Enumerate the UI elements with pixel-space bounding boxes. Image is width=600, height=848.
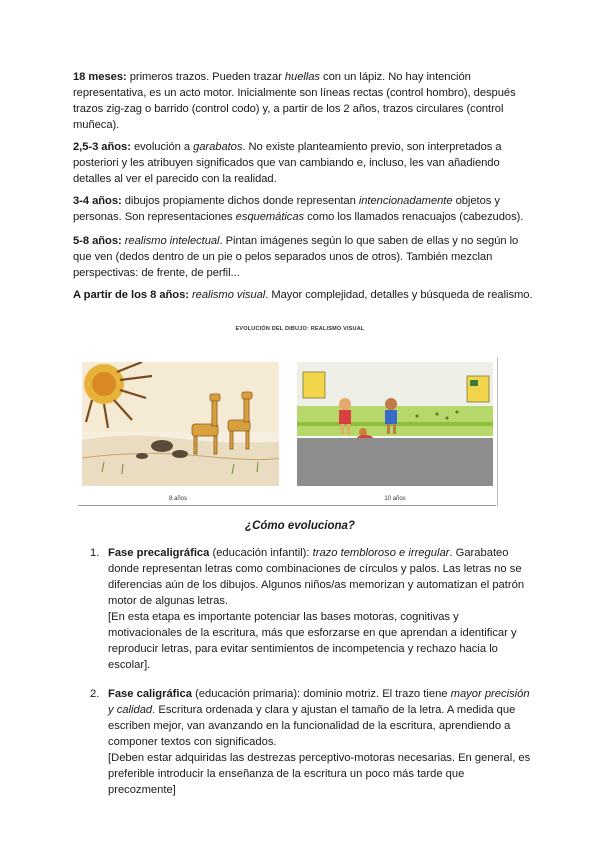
- stage-label: A partir de los 8 años:: [73, 289, 189, 301]
- phases-list: [73, 545, 533, 798]
- paragraph-2-5-3-anos: [73, 139, 533, 187]
- stage-label: 2,5-3 años:: [73, 141, 131, 153]
- paragraph-a-partir-8-anos: [73, 287, 533, 303]
- paragraph-5-8-anos: [73, 233, 533, 281]
- figure-divider: [78, 505, 496, 506]
- stage-label: 18 meses:: [73, 71, 127, 83]
- list-item-fase-precaligrafica: [73, 545, 533, 673]
- paragraph-text: . No existe planteamiento previo, son interpretados a posteriori y les atribuyen significados que van cambiando e, incluso, les van añadiendo detalles al ver el parecido con la realidad.: [73, 141, 502, 185]
- phase-text: . Garabateo donde representan letras como combinaciones de círculos y palos. Las letras no se diferencias aún de los dibujos. Algunos niños/as memorizan y automatizan el patrón motor de algunas letras.: [108, 547, 525, 607]
- paragraph-text: . Pintan imágenes según lo que saben de ellas y no según lo que ven (dedos dentro de un pie o pelos separados unos de otros). También mezclan perspectivas: de frente, de perfil...: [73, 235, 519, 279]
- paragraph-text: . Mayor complejidad, detalles y búsqueda de realismo.: [265, 289, 533, 301]
- paragraph-text: con un lápiz. No hay intención representativa, es un acto motor. Inicialmente son líneas rectas (control hombro), después trazos zig-zag o barrido (control codo) y, a partir de los 2 años, trazos circulares (control muñeca).: [73, 71, 516, 131]
- paragraph-text: como los llamados renacuajos (cabezudos).: [304, 211, 524, 223]
- emphasis-text: mayor precisión y calidad: [108, 688, 530, 716]
- figure-label-right: 10 años: [384, 496, 406, 502]
- list-number: 2.: [90, 688, 100, 700]
- emphasis-text: trazo tembloroso e irregular: [312, 547, 450, 559]
- paragraph-text: evolución a: [130, 141, 194, 153]
- list-number: 1.: [90, 547, 100, 559]
- paragraph-3-4-anos: [73, 193, 533, 225]
- phase-note: [En esta etapa es importante potenciar las bases motoras, cognitivas y motivacionales de la escritura, más que esforzarse en que aprendan a identificar y reproducir letras, para evitar sentimientos de incompetencia y rechazo hacia lo escolar].: [108, 611, 517, 671]
- phase-text: . Escritura ordenada y clara y ajustan el tamaño de la letra. A medida que escriben mejor, van avanzando en la funcionalidad de la escritura, aprendiendo a componer textos con significados.: [108, 704, 516, 748]
- figure-caption: EVOLUCIÓN DEL DIBUJO: REALISMO VISUAL: [235, 326, 365, 332]
- stage-label: 3-4 años:: [73, 195, 122, 207]
- emphasis-text: realismo intelectual: [124, 235, 220, 247]
- list-item-fase-caligrafica: [73, 686, 533, 798]
- drawing-8-anos: [82, 362, 279, 486]
- paragraph-18-meses: [73, 69, 533, 133]
- figure-label-left: 8 años: [168, 496, 187, 502]
- emphasis-text: huellas: [284, 71, 320, 83]
- paragraph-text: dibujos propiamente dichos donde representan: [121, 195, 359, 207]
- emphasis-text: esquemáticas: [235, 211, 305, 223]
- stage-label: 5-8 años:: [73, 235, 122, 247]
- emphasis-text: realismo visual: [192, 289, 266, 301]
- phase-text: (educación primaria): dominio motriz. El trazo tiene: [191, 688, 451, 700]
- phase-label: Fase precaligráfica: [108, 547, 210, 559]
- phase-text: (educación infantil):: [209, 547, 313, 559]
- phase-note: [Deben estar adquiridas las destrezas perceptivo-motoras necesarias. En general, es preferible introducir la enseñanza de la escritura un poco más tarde que precozmente]: [108, 752, 531, 796]
- section-heading: ¿Cómo evoluciona?: [245, 520, 355, 532]
- phase-label: Fase caligráfica: [108, 688, 192, 700]
- emphasis-text: garabatos: [193, 141, 243, 153]
- paragraph-text: primeros trazos. Pueden trazar: [126, 71, 285, 83]
- emphasis-text: intencionadamente: [358, 195, 453, 207]
- paragraph-text: objetos y personas. Son representaciones: [73, 195, 500, 223]
- drawing-10-anos: [297, 362, 493, 486]
